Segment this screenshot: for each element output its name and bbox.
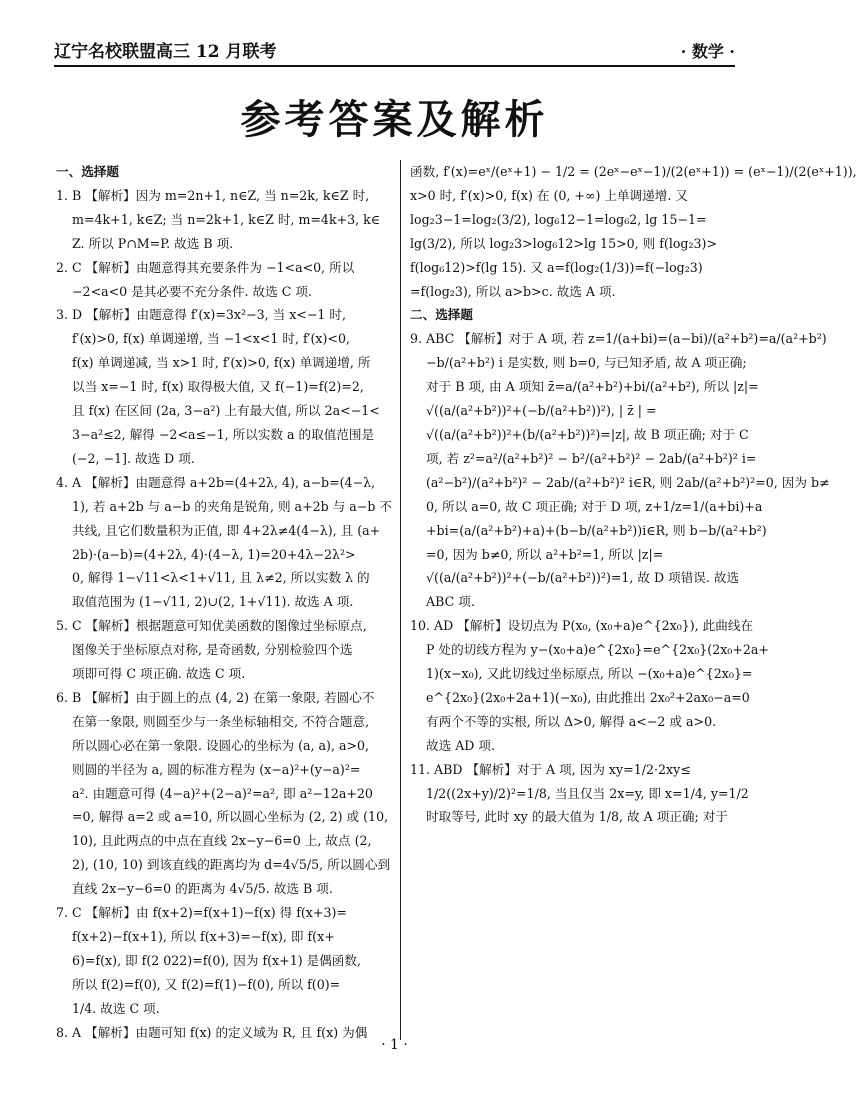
answer-line: 项即可得 C 项正确. 故选 C 项. (72, 666, 246, 682)
answer-line: 有两个不等的实根, 所以 Δ>0, 解得 a<−2 或 a>0. (426, 713, 717, 729)
answer-line: 且 f(x) 在区间 (2a, 3−a²) 上有最大值, 所以 2a<−1< (72, 403, 380, 419)
answer-line: √((a/(a²+b²))²+(b/(a²+b²))²)=|z|, 故 B 项正确; 对于 C (426, 426, 749, 442)
answer-line: (−2, −1]. 故选 D 项. (72, 450, 195, 466)
answer-line: 函数, f′(x)=eˣ/(eˣ+1) − 1/2 = (2eˣ−eˣ−1)/(2(eˣ+1)) = (eˣ−1)/(2(eˣ+1)), (410, 164, 857, 179)
answer-line: a². 由题意可得 (4−a)²+(2−a)²=a², 即 a²−12a+20 (72, 785, 373, 801)
column-divider (400, 160, 401, 1040)
answer-line: 所以 f(2)=f(0), 又 f(2)=f(1)−f(0), 所以 f(0)= (72, 976, 341, 992)
answer-line: f(x) 单调递减, 当 x>1 时, f′(x)>0, f(x) 单调递增, 所 (72, 355, 371, 371)
answer-line: 1. B 【解析】因为 m=2n+1, n∈Z, 当 n=2k, k∈Z 时, (56, 187, 370, 203)
answer-line: 在第一象限, 则圆至少与一条坐标轴相交, 不符合题意, (72, 713, 370, 729)
answer-line: lg(3/2), 所以 log₂3>log₆12>lg 15>0, 则 f(log₂3)> (410, 235, 718, 251)
answer-line: −2<a<0 是其必要不充分条件. 故选 C 项. (72, 283, 312, 299)
answer-line: 共线, 且它们数量积为正值, 即 4+2λ≠4(4−λ), 且 (a+ (72, 522, 381, 538)
answer-line: e^{2x₀}(2x₀+2a+1)(−x₀), 由此推出 2x₀²+2ax₀−a=0 (426, 689, 750, 705)
answer-line: log₂3−1=log₂(3/2), log₆12−1=log₆2, lg 15−1= (410, 211, 707, 227)
answer-line: 所以圆心必在第一象限. 设圆心的坐标为 (a, a), a>0, (72, 737, 370, 753)
answer-line: P 处的切线方程为 y−(x₀+a)e^{2x₀}=e^{2x₀}(2x₀+2a+ (426, 642, 769, 658)
answer-line: 6. B 【解析】由于圆上的点 (4, 2) 在第一象限, 若圆心不 (56, 689, 375, 705)
answer-line: =0, 因为 b≠0, 所以 a²+b²=1, 所以 |z|= (426, 546, 664, 562)
answer-line: x>0 时, f′(x)>0, f(x) 在 (0, +∞) 上单调递增. 又 (410, 187, 688, 203)
answer-line: 故选 AD 项. (426, 737, 495, 753)
answer-line: 1)(x−x₀), 又此切线过坐标原点, 所以 −(x₀+a)e^{2x₀}= (426, 666, 753, 682)
answer-line: 0, 解得 1−√11<λ<1+√11, 且 λ≠2, 所以实数 λ 的 (72, 570, 370, 586)
answer-line: Z. 所以 P∩M=P. 故选 B 项. (72, 235, 234, 251)
answer-line: +bi=(a/(a²+b²)+a)+(b−b/(a²+b²))i∈R, 则 b−b/(a²+b²) (426, 522, 767, 538)
page-title: 参考答案及解析 (240, 97, 549, 143)
right-column (410, 160, 857, 829)
answer-line: 2), (10, 10) 到该直线的距离均为 d=4√5/5, 所以圆心到 (72, 857, 391, 873)
answer-line: =0, 解得 a=2 或 a=10, 所以圆心坐标为 (2, 2) 或 (10, (72, 809, 389, 825)
answer-line: 7. C 【解析】由 f(x+2)=f(x+1)−f(x) 得 f(x+3)= (56, 905, 347, 921)
answer-line: 10), 且此两点的中点在直线 2x−y−6=0 上, 故点 (2, (72, 833, 372, 849)
left-column (56, 160, 392, 1045)
answer-line: 3−a²≤2, 解得 −2<a≤−1, 所以实数 a 的取值范围是 (72, 426, 375, 442)
answer-line: 11. ABD 【解析】对于 A 项, 因为 xy=1/2·2xy≤ (410, 761, 691, 777)
answer-line: 直线 2x−y−6=0 的距离为 4√5/5. 故选 B 项. (72, 881, 333, 897)
answer-line: 10. AD 【解析】设切点为 P(x₀, (x₀+a)e^{2x₀}), 此曲线在 (410, 618, 754, 634)
answer-line: −b/(a²+b²) i 是实数, 则 b=0, 与已知矛盾, 故 A 项正确; (426, 355, 747, 371)
answer-line: 3. D 【解析】由题意得 f′(x)=3x²−3, 当 x<−1 时, (56, 307, 347, 323)
answer-line: 9. ABC 【解析】对于 A 项, 若 z=1/(a+bi)=(a−bi)/(a²+b²)=a/(a²+b²) (410, 331, 827, 347)
section-heading: 一、选择题 (56, 164, 119, 179)
answer-line: 取值范围为 (1−√11, 2)∪(2, 1+√11). 故选 A 项. (72, 594, 354, 610)
answer-line: 1), 若 a+2b 与 a−b 的夹角是锐角, 则 a+2b 与 a−b 不 (72, 498, 393, 514)
answer-line: 时取等号, 此时 xy 的最大值为 1/8, 故 A 项正确; 对于 (426, 809, 728, 825)
answer-line: 项, 若 z²=a²/(a²+b²)² − b²/(a²+b²)² − 2ab/(a²+b²)² i= (426, 450, 757, 466)
answer-line: 图像关于坐标原点对称, 是奇函数, 分别检验四个选 (72, 642, 353, 658)
answer-line: f(x+2)−f(x+1), 所以 f(x+3)=−f(x), 即 f(x+ (72, 929, 335, 944)
answer-line: 5. C 【解析】根据题意可知优美函数的图像过坐标原点, (56, 618, 367, 634)
answer-line: f(log₆12)>f(lg 15). 又 a=f(log₂(1/3))=f(−log₂3) (410, 259, 703, 275)
answer-line: 4. A 【解析】由题意得 a+2b=(4+2λ, 4), a−b=(4−λ, (56, 474, 376, 490)
answer-line: =f(log₂3), 所以 a>b>c. 故选 A 项. (410, 283, 616, 299)
answer-line: (a²−b²)/(a²+b²)² − 2ab/(a²+b²)² i∈R, 则 2ab/(a²+b²)²=0, 因为 b≠ (426, 474, 830, 490)
answer-line: √((a/(a²+b²))²+(−b/(a²+b²))²)=1, 故 D 项错误. 故选 (426, 570, 740, 586)
answer-line: 以当 x=−1 时, f(x) 取得极大值, 又 f(−1)=f(2)=2, (72, 379, 364, 395)
exam-name: 辽宁名校联盟高三 12 月联考 (54, 42, 277, 62)
answer-line: m=4k+1, k∈Z; 当 n=2k+1, k∈Z 时, m=4k+3, k∈ (72, 211, 381, 227)
answer-line: √((a/(a²+b²))²+(−b/(a²+b²))²), | z̄ | = (426, 403, 657, 419)
answer-line: 1/4. 故选 C 项. (72, 1000, 160, 1016)
answer-line: 对于 B 项, 由 A 项知 z̄=a/(a²+b²)+bi/(a²+b²), 所以 |z|= (426, 379, 759, 395)
section-heading: 二、选择题 (410, 307, 473, 323)
answer-line: ABC 项. (426, 594, 475, 610)
answer-line: 0, 所以 a=0, 故 C 项正确; 对于 D 项, z+1/z=1/(a+bi)+a (426, 498, 763, 514)
answer-line: f′(x)>0, f(x) 单调递增, 当 −1<x<1 时, f′(x)<0, (72, 331, 350, 347)
answer-line: 2. C 【解析】由题意得其充要条件为 −1<a<0, 所以 (56, 259, 355, 275)
page-header (54, 36, 735, 67)
subject-label: · 数学 · (680, 42, 735, 61)
answer-line: 6)=f(x), 即 f(2 022)=f(0), 因为 f(x+1) 是偶函数, (72, 952, 361, 968)
answer-line: 则圆的半径为 a, 圆的标准方程为 (x−a)²+(y−a)²= (72, 761, 361, 777)
answer-line: 2b)·(a−b)=(4+2λ, 4)·(4−λ, 1)=20+4λ−2λ²> (72, 546, 356, 562)
answer-line: 1/2((2x+y)/2)²=1/8, 当且仅当 2x=y, 即 x=1/4, y=1/2 (426, 785, 749, 801)
page-number: · 1 · (381, 1037, 408, 1053)
answer-line: 8. A 【解析】由题可知 f(x) 的定义域为 R, 且 f(x) 为偶 (56, 1024, 368, 1040)
